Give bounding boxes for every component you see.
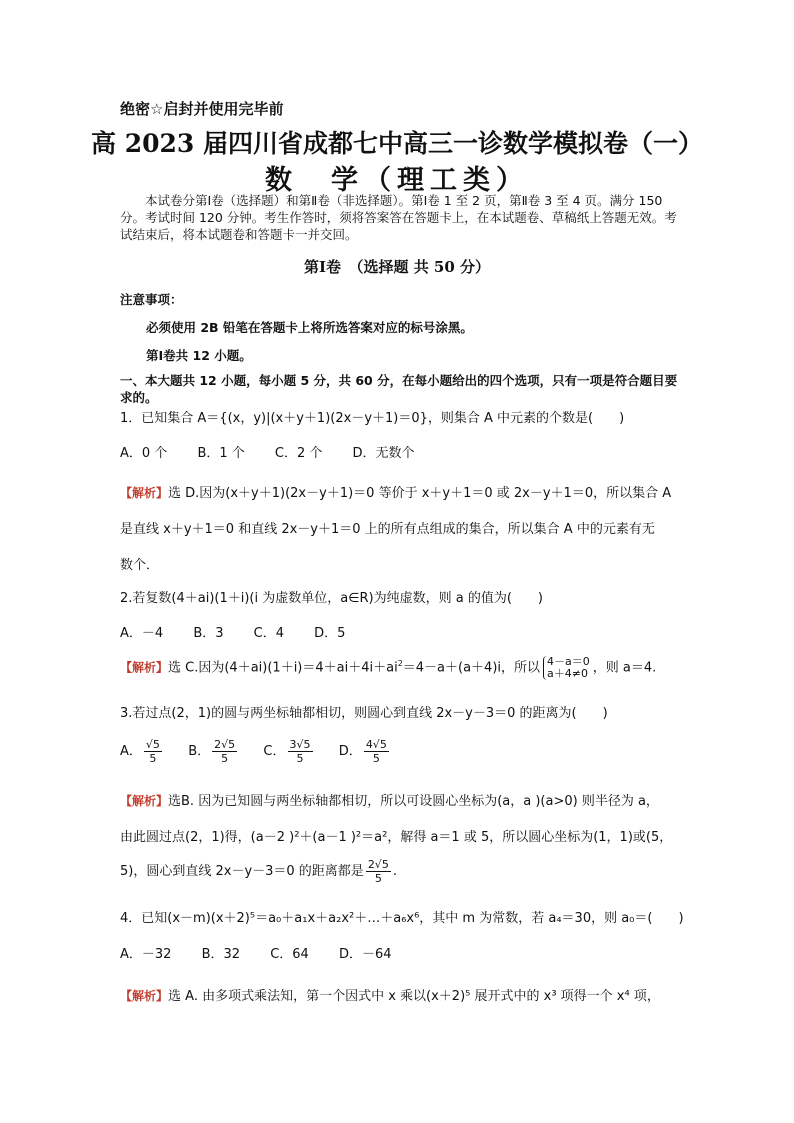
exponent: 2 bbox=[397, 659, 403, 669]
option-a: A．－32 bbox=[120, 947, 172, 962]
question-1-analysis-line-2: 是直线 x＋y＋1＝0 和直线 2x－y＋1＝0 上的所有点组成的集合，所以集合 A 中的元素有无 bbox=[120, 522, 655, 537]
denominator: 5 bbox=[374, 872, 382, 885]
denominator: 5 bbox=[149, 752, 157, 765]
option-b: B． bbox=[188, 744, 211, 759]
fraction-c bbox=[288, 738, 313, 765]
analysis-text-end: . bbox=[392, 864, 397, 879]
fraction-distance bbox=[366, 858, 391, 885]
option-d: D．5 bbox=[314, 626, 346, 641]
question-4-analysis-line-1 bbox=[120, 985, 695, 1004]
option-c: C．64 bbox=[270, 947, 309, 962]
question-3-analysis-line-1 bbox=[120, 790, 695, 809]
brace-line-1: 4－a＝0 bbox=[547, 655, 590, 668]
part-title: 第Ⅰ卷 （选择题 共 50 分） bbox=[303, 258, 491, 276]
denominator: 5 bbox=[372, 752, 380, 765]
option-b: B．32 bbox=[201, 947, 241, 962]
question-1-stem: 1．已知集合 A＝{(x，y)|(x＋y＋1)(2x－y＋1)＝0}，则集合 A 中元素的个数是( ) bbox=[120, 411, 625, 426]
analysis-text-a: 选 C.因为(4＋ai)(1＋i)＝4＋ai＋4i＋ai bbox=[168, 660, 398, 676]
fraction-a bbox=[144, 738, 162, 765]
numerator: 2√5 bbox=[214, 738, 236, 751]
question-1-analysis-line-3: 数个． bbox=[120, 558, 160, 573]
analysis-tag: 【解析】 bbox=[120, 660, 169, 675]
question-1-analysis-line-1 bbox=[120, 482, 695, 501]
question-4-options bbox=[120, 946, 695, 964]
option-b: B．1 个 bbox=[197, 446, 245, 461]
denominator: 5 bbox=[296, 752, 304, 765]
question-1-options bbox=[120, 445, 695, 463]
exam-intro: 本试卷分第Ⅰ卷（选择题）和第Ⅱ卷（非选择题）。第Ⅰ卷 1 至 2 页，第Ⅱ卷 3 至 4 页。满分 150 分。考试时间 120 分钟。考生作答时，须将答案答在答题卡上，在本试题卷、草稿纸上答题无效。考试结束后，将本试题卷和答题卡一并交回。 bbox=[120, 193, 677, 242]
fraction-d bbox=[364, 738, 389, 765]
option-a: A．0 个 bbox=[120, 446, 168, 461]
question-3-stem: 3.若过点(2，1)的圆与两坐标轴都相切，则圆心到直线 2x－y－3＝0 的距离为( ) bbox=[120, 706, 608, 721]
section-instructions: 一、本大题共 12 小题，每小题 5 分，共 60 分，在每小题给出的四个选项，只有一项是符合题目要求的。 bbox=[120, 373, 678, 405]
analysis-text: 选 D.因为(x＋y＋1)(2x－y＋1)＝0 等价于 x＋y＋1＝0 或 2x－y＋1＝0，所以集合 A bbox=[168, 486, 672, 501]
option-c: C．4 bbox=[253, 626, 285, 641]
note-line-2: 第Ⅰ卷共 12 小题。 bbox=[146, 348, 252, 363]
question-2-options bbox=[120, 625, 695, 643]
question-2-analysis bbox=[120, 656, 695, 680]
analysis-tag: 【解析】 bbox=[120, 486, 169, 500]
exam-subtitle: 数 学（理工类） bbox=[265, 165, 529, 196]
option-d: D． bbox=[338, 744, 362, 759]
brace-line-2: a＋4≠0 bbox=[547, 667, 588, 680]
system-brace bbox=[543, 656, 590, 680]
confidential-label: 绝密☆启封并使用完毕前 bbox=[120, 100, 284, 118]
option-d: D．无数个 bbox=[352, 446, 415, 461]
option-c: C．2 个 bbox=[274, 446, 323, 461]
question-4-stem: 4．已知(x－m)(x＋2)⁵＝a₀＋a₁x＋a₂x²＋…＋a₆x⁶，其中 m 为常数，若 a₄＝30，则 a₀＝( ) bbox=[120, 911, 684, 926]
denominator: 5 bbox=[221, 752, 229, 765]
option-c: C． bbox=[263, 744, 286, 759]
analysis-tag: 【解析】 bbox=[120, 989, 169, 1003]
notes-label: 注意事项： bbox=[120, 292, 183, 307]
numerator: √5 bbox=[145, 738, 160, 751]
option-a: A．－4 bbox=[120, 626, 164, 641]
analysis-text-c: ，则 a＝4. bbox=[592, 660, 657, 676]
question-2-stem: 2.若复数(4＋ai)(1＋i)(i 为虚数单位，a∈R)为纯虚数，则 a 的值为( ) bbox=[120, 591, 544, 606]
option-b: B．3 bbox=[193, 626, 224, 641]
analysis-text: 选 A. 由多项式乘法知，第一个因式中 x 乘以(x＋2)⁵ 展开式中的 x³ 项得一个 x⁴ 项， bbox=[168, 989, 660, 1004]
analysis-text: 选B. 因为已知圆与两坐标轴都相切，所以可设圆心坐标为(a，a )(a>0) 则半径为 a， bbox=[168, 794, 659, 809]
analysis-text: 5)，圆心到直线 2x－y－3＝0 的距离都是 bbox=[120, 864, 364, 879]
question-3-analysis-line-2: 由此圆过点(2，1)得，(a－2 )²＋(a－1 )²＝a²，解得 a＝1 或 5，所以圆心坐标为(1，1)或(5， bbox=[120, 830, 673, 845]
question-3-analysis-line-3 bbox=[120, 858, 695, 885]
numerator: 2√5 bbox=[367, 858, 389, 871]
question-3-options bbox=[120, 738, 695, 765]
exam-title: 高 2023 届四川省成都七中高三一诊数学模拟卷（一） bbox=[91, 129, 703, 158]
note-line-1: 必须使用 2B 铅笔在答题卡上将所选答案对应的标号涂黑。 bbox=[146, 320, 473, 335]
option-a: A． bbox=[120, 744, 142, 759]
analysis-text-b: ＝4－a＋(a＋4)i，所以 bbox=[402, 660, 541, 676]
option-d: D．－64 bbox=[338, 947, 392, 962]
numerator: 3√5 bbox=[289, 738, 311, 751]
fraction-b bbox=[212, 738, 237, 765]
numerator: 4√5 bbox=[365, 738, 387, 751]
analysis-tag: 【解析】 bbox=[120, 794, 169, 808]
